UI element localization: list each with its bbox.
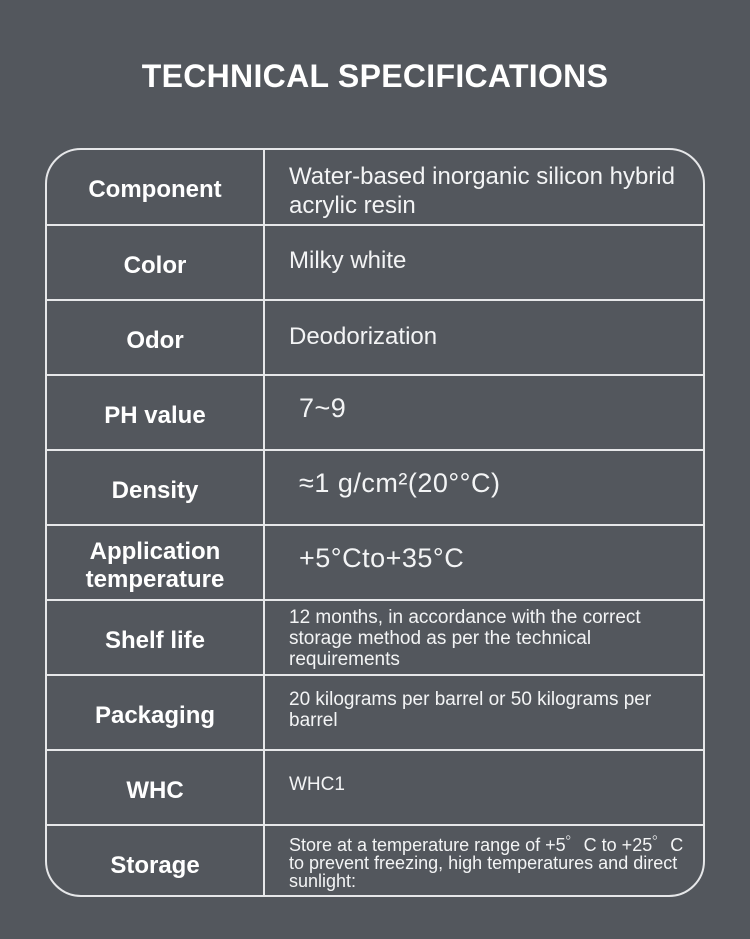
row-value: ≈1 g/cm²(20°°C) [299, 468, 501, 498]
row-label: PH value [47, 376, 265, 449]
row-label: Density [47, 451, 265, 524]
row-value: Milky white [289, 247, 407, 274]
table-row-whc [47, 749, 703, 824]
row-label: Odor [47, 301, 265, 374]
row-value: +5°Cto+35°C [299, 543, 465, 573]
table-row-packaging [47, 674, 703, 749]
row-value: WHC1 [289, 774, 345, 795]
row-value: Deodorization [289, 323, 438, 350]
row-value: Water-based inorganic silicon hybrid acrylic resin [289, 163, 675, 219]
row-label: Storage [47, 826, 265, 897]
table-row-shelf-life [47, 599, 703, 674]
row-value: 12 months, in accordance with the correct storage method as per the technical requirements [289, 607, 641, 670]
specifications-table [45, 148, 705, 897]
page-title: TECHNICAL SPECIFICATIONS [141, 58, 609, 94]
table-row-storage [47, 824, 703, 897]
table-row-component [47, 150, 703, 224]
row-label: Packaging [47, 676, 265, 749]
table-row-ph-value [47, 374, 703, 449]
row-label: WHC [47, 751, 265, 824]
table-row-application-temperature [47, 524, 703, 599]
row-label: Shelf life [47, 601, 265, 674]
row-label: Application temperature [47, 526, 265, 599]
row-value: 7~9 [299, 393, 347, 423]
row-value: Store at a temperature range of +5゜C to +25゜C to prevent freezing, high temperatures and direct sunlight: [289, 835, 684, 891]
table-row-color [47, 224, 703, 299]
table-row-density [47, 449, 703, 524]
table-row-odor [47, 299, 703, 374]
row-value: 20 kilograms per barrel or 50 kilograms per barrel [289, 689, 652, 731]
row-label: Color [47, 226, 265, 299]
row-label: Component [47, 150, 265, 224]
